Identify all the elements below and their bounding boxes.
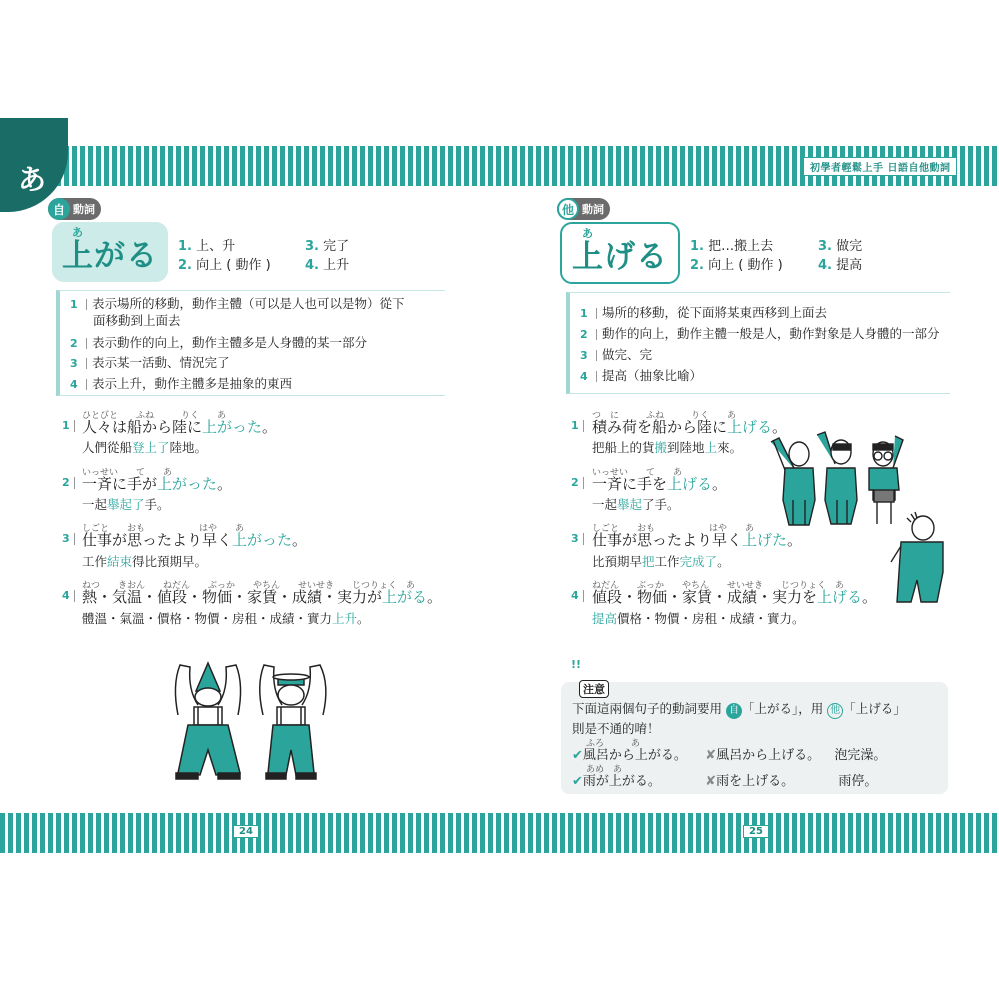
- example-num: 4: [62, 589, 75, 602]
- def-num: 4: [70, 378, 78, 391]
- example-num: 3: [62, 532, 75, 545]
- tag-label: 動詞: [582, 203, 604, 216]
- example-jp: 仕事が思ったより早く上げた。: [592, 531, 803, 549]
- check-icon: ✔: [572, 774, 583, 789]
- meaning-2: [178, 254, 271, 273]
- note-row-ruby: あめ あ: [586, 765, 623, 775]
- headword: 上がる: [62, 237, 158, 274]
- definition-3: 3 做完、完: [580, 347, 653, 362]
- meaning-text: 完了: [323, 239, 350, 254]
- meaning-num: 4.: [305, 258, 319, 273]
- example-jp: 値段・物価・家賃・成績・実力を上げる。: [592, 588, 878, 606]
- note-row-ruby: ふろ あ: [586, 739, 641, 749]
- example-zh: 人們從船登上了陸地。: [82, 440, 208, 455]
- example-num: 1: [571, 419, 584, 432]
- note-row-1: ✔風呂から上がる。 ✘風呂から上げる。 泡完澡。: [572, 748, 887, 763]
- meaning-3: 3. 做完: [818, 239, 863, 254]
- example-zh: 把船上的貨搬到陸地上來。: [592, 440, 743, 455]
- example-zh: 提高價格・物價・房租・成績・實力。: [592, 611, 805, 626]
- example-jp: 人々は船から陸に上がった。: [82, 418, 278, 436]
- example-num: 2: [62, 476, 75, 489]
- meaning-num: 3.: [305, 239, 319, 254]
- illustration-people-raising-hands: [765, 430, 945, 610]
- example-ruby: いっせい て あ: [82, 468, 173, 478]
- example-num: 3: [571, 532, 584, 545]
- check-icon: ✔: [572, 748, 583, 763]
- note-row-2: ✔雨が上がる。 ✘雨を上げる。 雨停。: [572, 774, 878, 789]
- meaning-1: 1. 把…搬上去: [690, 239, 774, 254]
- intransitive-circle-icon: 自: [726, 703, 742, 719]
- example-zh: 一起舉起了手。: [592, 497, 680, 512]
- verb-type-tag-intransitive: [48, 198, 101, 220]
- transitive-circle: 他: [557, 198, 579, 220]
- verb-type-tag-transitive: [557, 198, 610, 220]
- example-ruby: いっせい て あ: [592, 468, 683, 478]
- example-ruby: ひとびと ふね りく あ: [82, 411, 227, 421]
- example-ruby: ねだん ぶっか やちん せいせき じつりょく あ: [592, 581, 845, 591]
- note-badge-label: 注意: [579, 680, 609, 698]
- transitive-circle-icon: 他: [827, 703, 843, 719]
- def-num: 3: [70, 357, 78, 370]
- cross-icon: ✘: [705, 774, 717, 789]
- example-jp: 積み荷を船から陸に上げる。: [592, 418, 788, 436]
- example-num: 2: [571, 476, 584, 489]
- example-ruby: しごと おも はや あ: [82, 524, 245, 534]
- example-jp: 仕事が思ったより早く上がった。: [82, 531, 308, 549]
- def-text: 表示上升，動作主體多是抽象的東西: [92, 376, 293, 391]
- chapter-kana: あ: [18, 163, 47, 196]
- meaning-4: [305, 254, 349, 273]
- meaning-4: 4. 提高: [818, 258, 863, 273]
- meaning-text: 上升: [323, 258, 350, 273]
- meaning-3: [305, 235, 349, 254]
- note-line-2: 則是不通的唷！: [572, 721, 660, 736]
- definition-4: [70, 376, 292, 393]
- bottom-stripe-band: [0, 813, 999, 853]
- definition-1-cont: 面移動到上面去: [93, 313, 181, 328]
- book-title: 初學者輕鬆上手 日語自他動詞: [803, 157, 957, 176]
- intransitive-circle: 自: [48, 198, 70, 220]
- headword-ruby: あ: [72, 226, 83, 239]
- def-text: 表示動作的向上，動作主體多是人身體的某一部分: [92, 335, 368, 350]
- illustration-two-people-arms-up: [168, 655, 338, 785]
- note-badge-exclaim-icon: !!: [571, 658, 582, 671]
- note-badge: [571, 660, 611, 694]
- meaning-text: 上、升: [196, 239, 236, 254]
- example-ruby: つ に ふね りく あ: [592, 411, 737, 421]
- definition-2: [70, 335, 367, 352]
- example-num: 1: [62, 419, 75, 432]
- definition-3: [70, 355, 230, 372]
- def-text: 表示某一活動、情況完了: [92, 355, 230, 370]
- def-num: 2: [70, 337, 78, 350]
- def-text: 表示場所的移動，動作主體（可以是人也可以是物）從下: [92, 296, 405, 311]
- example-zh: 體溫・氣溫・價格・物價・房租・成績・實力上升。: [82, 611, 370, 626]
- note-line-1: 下面這兩個句子的動詞要用 自 「上がる」，用 他 「上げる」: [572, 699, 906, 719]
- headword-ruby: あ: [582, 227, 593, 240]
- meaning-1: [178, 235, 235, 254]
- meaning-2: 2. 向上 ( 動作 ): [690, 258, 783, 273]
- example-zh: 一起舉起了手。: [82, 497, 170, 512]
- definition-4: 4 提高（抽象比喻）: [580, 368, 703, 383]
- example-jp: 一斉に手が上がった。: [82, 475, 233, 493]
- definition-2: 2 動作的向上，動作主體一般是人，動作對象是人身體的一部分: [580, 326, 940, 341]
- page-number-left: 24: [233, 825, 259, 838]
- example-jp: 熱・気温・値段・物価・家賃・成績・実力が上がる。: [82, 588, 443, 606]
- headword-box: [560, 222, 680, 284]
- example-num: 4: [571, 589, 584, 602]
- cross-icon: ✘: [705, 748, 717, 763]
- def-num: 1: [70, 298, 78, 311]
- example-ruby: ねつ きおん ねだん ぶっか やちん せいせき じつりょく あ: [82, 581, 416, 591]
- meaning-num: 1.: [178, 239, 192, 254]
- meaning-text: 向上 ( 動作 ): [196, 258, 271, 273]
- example-zh: 工作結束得比預期早。: [82, 554, 208, 569]
- headword: 上げる: [572, 238, 668, 275]
- definition-1: 1 場所的移動，從下面將某東西移到上面去: [580, 305, 828, 320]
- headword-box: [52, 222, 168, 282]
- example-zh: 比預期早把工作完成了。: [592, 554, 730, 569]
- page-number-right: 25: [743, 825, 769, 838]
- definition-1: [70, 296, 405, 313]
- example-jp: 一斉に手を上げる。: [592, 475, 728, 493]
- example-ruby: しごと おも はや あ: [592, 524, 755, 534]
- meaning-num: 2.: [178, 258, 192, 273]
- tag-label: 動詞: [73, 203, 95, 216]
